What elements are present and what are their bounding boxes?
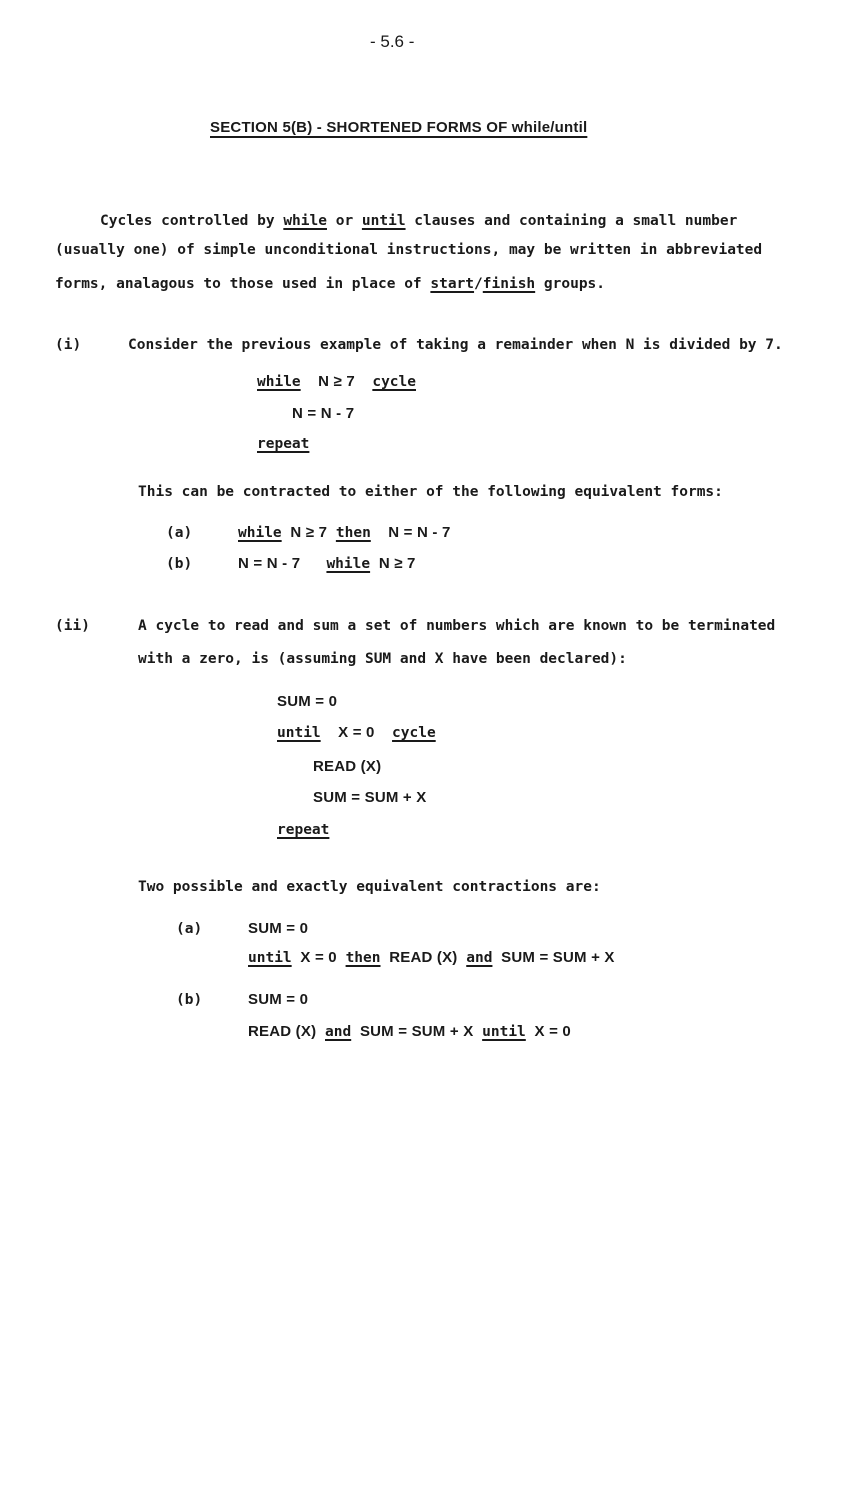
code-sum-init: SUM = 0: [277, 693, 338, 710]
part-ii-a-sum-init: SUM = 0: [248, 920, 309, 937]
code-sum-line: SUM = SUM + X: [313, 789, 427, 806]
part-ii-label: (ii): [55, 618, 90, 634]
part-ii-text-1: A cycle to read and sum a set of numbers which are known to be terminated: [138, 618, 776, 634]
part-ii-b-form: READ (X) and SUM = SUM + X until X = 0: [248, 1023, 571, 1040]
part-ii-b-label: (b): [176, 992, 203, 1008]
code-assign-line: N = N - 7: [292, 405, 355, 422]
part-i-label: (i): [55, 337, 82, 353]
part-i-b-form: N = N - 7 while N ≥ 7: [238, 555, 416, 572]
part-ii-a-form: until X = 0 then READ (X) and SUM = SUM + X: [248, 949, 615, 966]
code-until-line: until X = 0 cycle: [277, 724, 436, 741]
page-number: - 5.6 -: [370, 32, 415, 51]
code-repeat-line-2: repeat: [277, 822, 330, 838]
part-i-b-label: (b): [166, 556, 193, 572]
keyword-finish: finish: [482, 276, 536, 292]
code-read-line: READ (X): [313, 758, 382, 775]
part-ii-two-text: Two possible and exactly equivalent contractions are:: [138, 879, 601, 895]
intro-line-1: Cycles controlled by while or until clauses and containing a small number: [100, 213, 738, 229]
code-repeat-line: repeat: [257, 436, 310, 452]
part-ii-text-2: with a zero, is (assuming SUM and X have been declared):: [138, 651, 627, 667]
keyword-start: start: [430, 276, 475, 292]
part-i-text: Consider the previous example of taking a remainder when N is divided by 7.: [128, 337, 783, 353]
part-i-a-form: while N ≥ 7 then N = N - 7: [238, 524, 451, 541]
part-i-contract-text: This can be contracted to either of the following equivalent forms:: [138, 484, 723, 500]
part-i-a-label: (a): [166, 525, 193, 541]
keyword-while: while: [283, 213, 327, 229]
intro-line-3: forms, analagous to those used in place of start/finish groups.: [55, 276, 606, 292]
intro-line-2: (usually one) of simple unconditional instructions, may be written in abbreviated: [55, 242, 763, 258]
section-title: SECTION 5(B) - SHORTENED FORMS OF while/until: [210, 119, 588, 136]
code-while-line: while N ≥ 7 cycle: [257, 373, 416, 390]
part-ii-a-label: (a): [176, 921, 203, 937]
keyword-until: until: [361, 213, 406, 229]
part-ii-b-sum-init: SUM = 0: [248, 991, 309, 1008]
